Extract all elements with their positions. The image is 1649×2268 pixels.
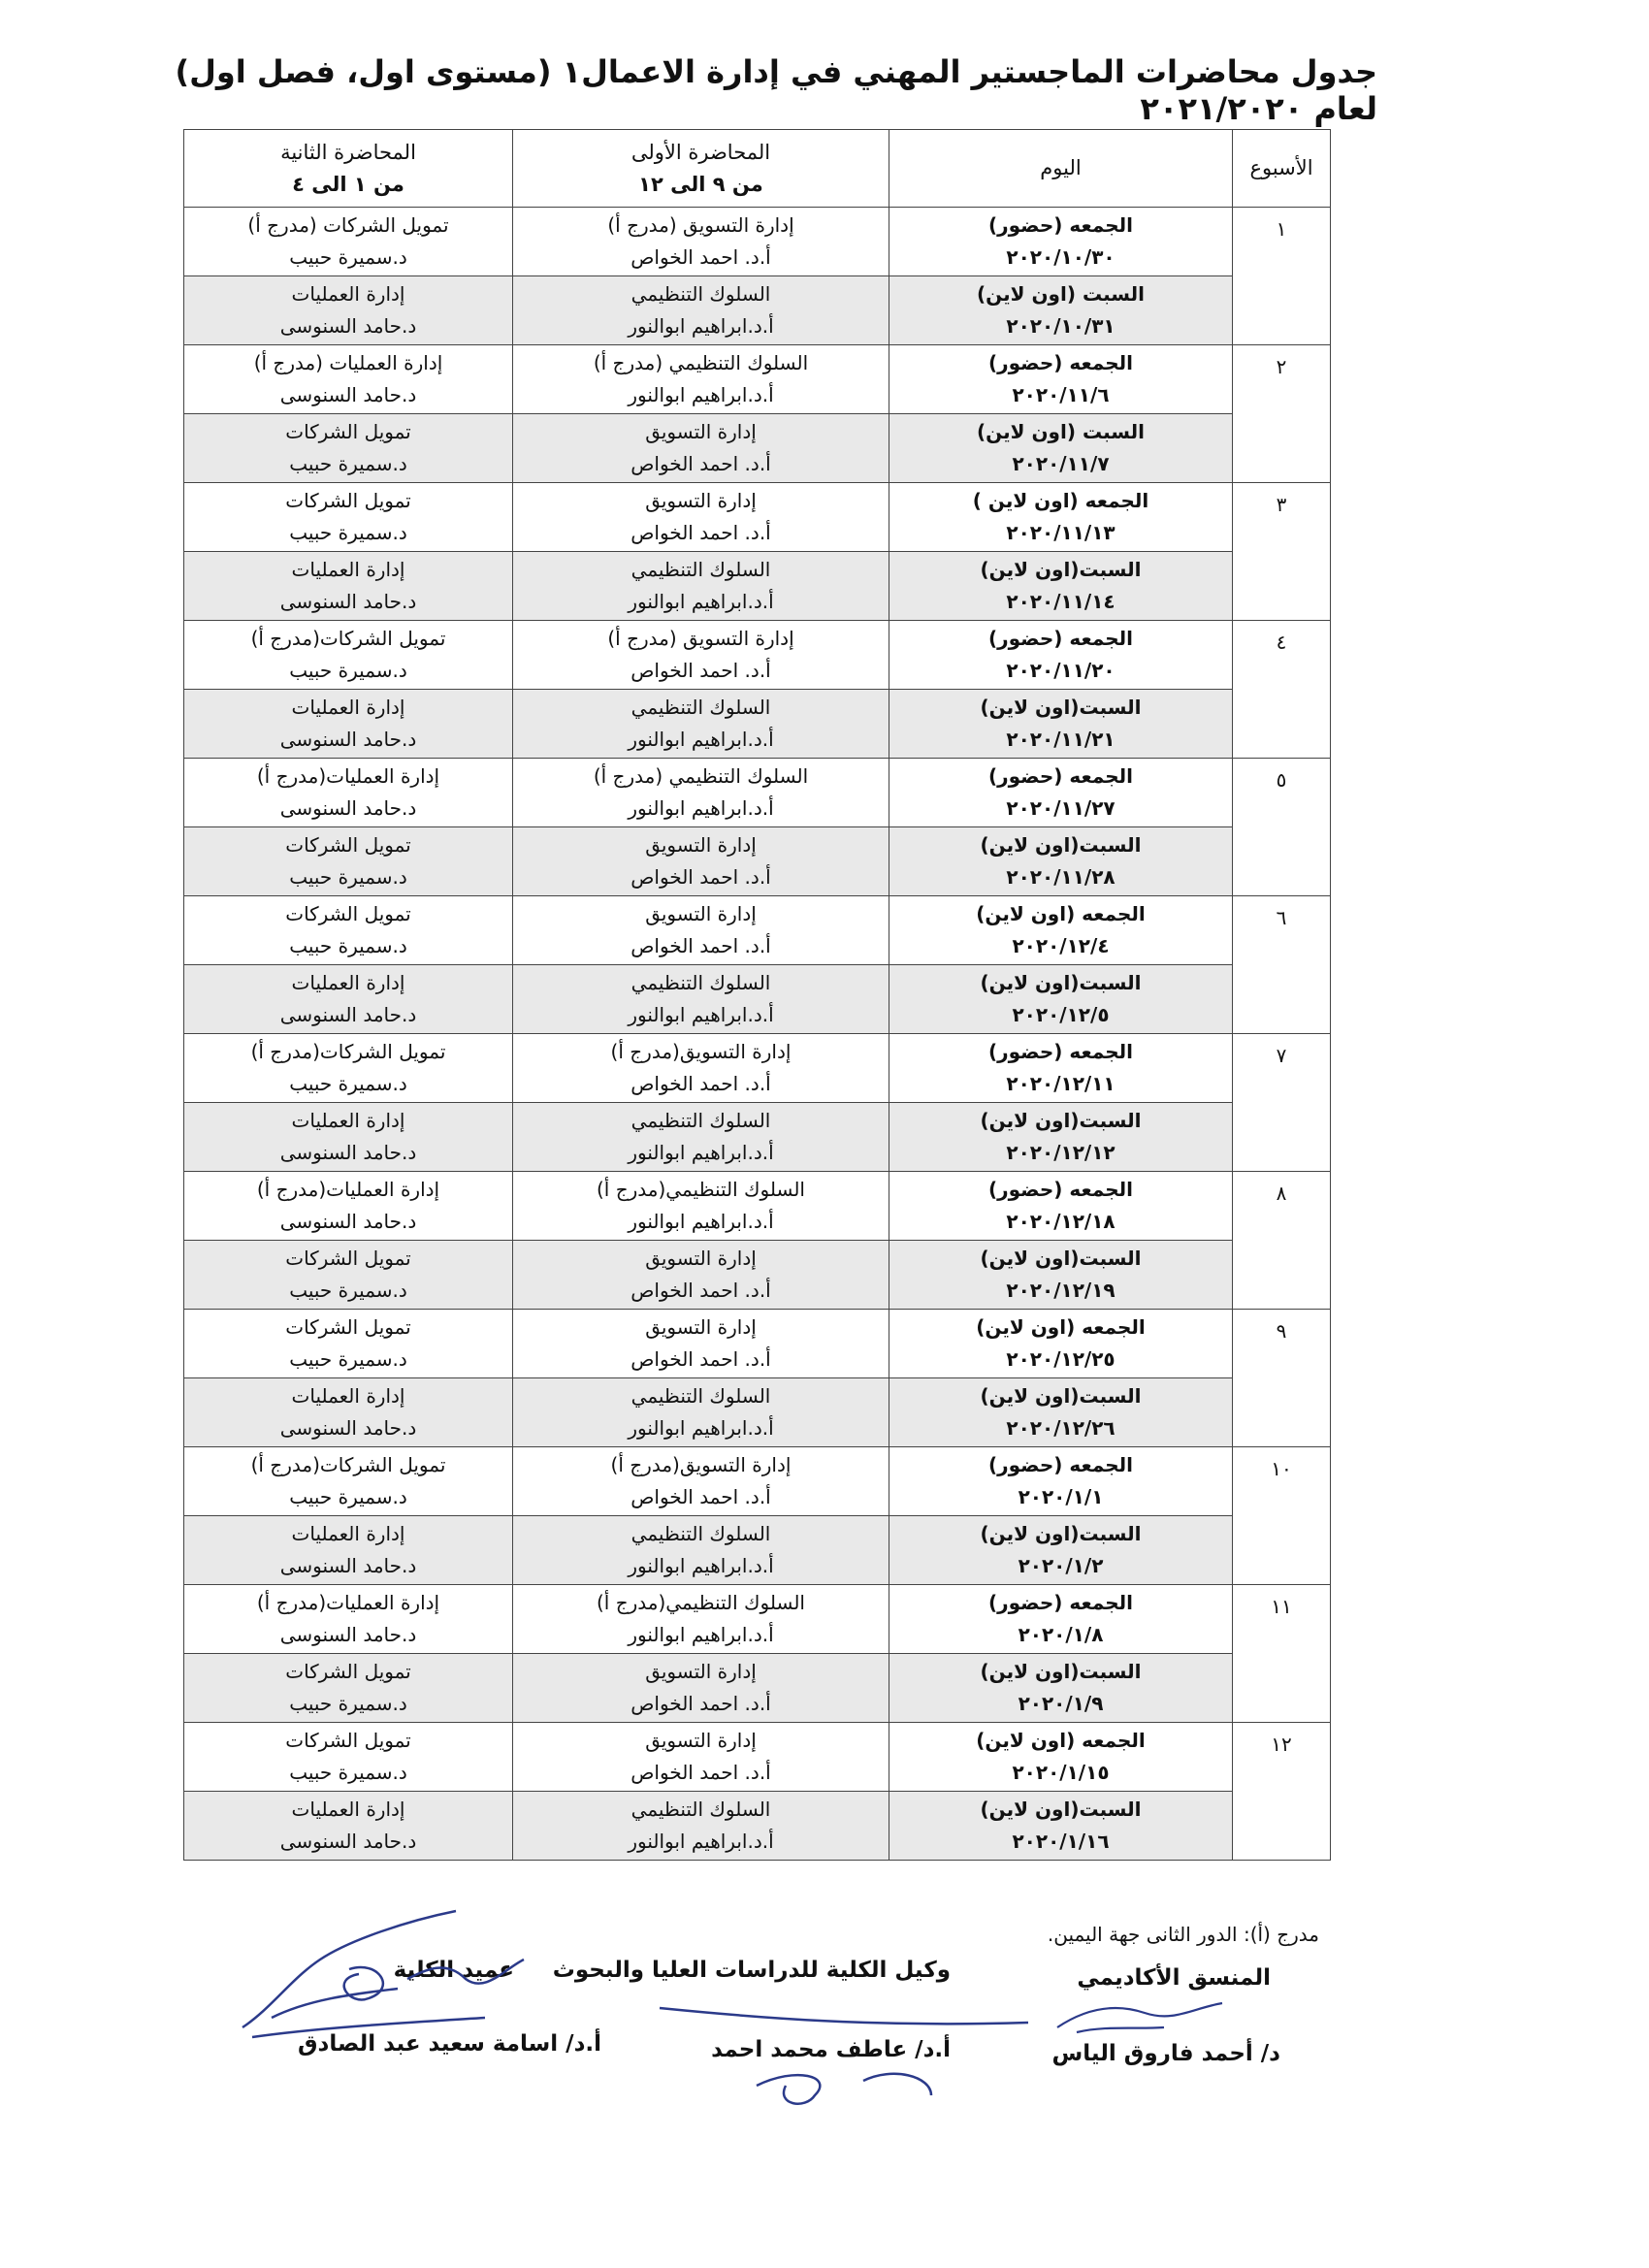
day-label: الجمعه (حضور) [987,1453,1134,1476]
vice-dean-signature [640,1989,1048,2124]
day-date: ٢٠٢٠/١٠/٣٠ [1006,245,1116,269]
lecturer-name: أ.د. احمد الخواص [630,1072,771,1095]
lecture-2-cell [184,1241,513,1310]
course-name: تمويل الشركات (مدرج أ) [247,213,449,237]
course-name: إدارة العمليات [291,1384,405,1408]
table-row [184,896,1331,965]
lecturer-name: د.سميرة حبيب [289,934,407,957]
table-row [184,690,1331,759]
day-label: السبت(اون لاين) [980,1798,1142,1821]
table-row [184,552,1331,621]
lecture-1-cell [513,1310,889,1378]
course-name: إدارة التسويق (مدرج أ) [607,213,794,237]
lecture-2-cell [184,345,513,414]
lecture-2-cell [184,1723,513,1792]
day-label: السبت(اون لاين) [980,1384,1142,1408]
lecture-2-cell [184,1103,513,1172]
table-row [184,1241,1331,1310]
course-name: إدارة العمليات [291,558,405,581]
course-name: السلوك التنظيمي [630,1109,771,1132]
day-cell [889,1654,1233,1723]
course-name: السلوك التنظيمي [630,1522,771,1545]
week-number: ١ [1233,208,1331,345]
day-date: ٢٠٢٠/١١/٦ [1012,383,1110,406]
course-name: تمويل الشركات [285,833,411,857]
day-cell [889,1378,1233,1447]
table-row [184,1447,1331,1516]
week-number: ٣ [1233,483,1331,621]
day-date: ٢٠٢٠/١٢/٥ [1012,1003,1110,1026]
day-cell [889,552,1233,621]
day-cell [889,1241,1233,1310]
table-row [184,621,1331,690]
course-name: السلوك التنظيمي [630,282,771,306]
lecturer-name: أ.د. احمد الخواص [630,452,771,475]
lecture-1-cell [513,552,889,621]
lecturer-name: د.حامد السنوسى [279,728,417,751]
lecturer-name: د.حامد السنوسى [279,1554,417,1577]
day-cell [889,621,1233,690]
lecture-1-cell [513,1103,889,1172]
lecture-2-cell [184,827,513,896]
lecturer-name: أ.د. احمد الخواص [630,1347,771,1371]
course-name: السلوك التنظيمي(مدرج أ) [597,1591,805,1614]
lecturer-name: د.حامد السنوسى [279,1003,417,1026]
lecturer-name: أ.د.ابراهيم ابوالنور [628,383,774,406]
day-date: ٢٠٢٠/١/٩ [1018,1692,1104,1715]
course-name: السلوك التنظيمي [630,971,771,994]
week-number: ٤ [1233,621,1331,759]
day-cell [889,827,1233,896]
lecturer-name: أ.د.ابراهيم ابوالنور [628,1623,774,1646]
vice-dean-name: أ.د/ عاطف محمد احمد [711,2037,951,2062]
header-day: اليوم [889,130,1233,208]
week-number: ١١ [1233,1585,1331,1723]
lecture-2-cell [184,1792,513,1861]
lecture-2-cell [184,1172,513,1241]
lecturer-name: أ.د. احمد الخواص [630,1279,771,1302]
day-cell [889,276,1233,345]
day-cell [889,208,1233,276]
day-label: الجمعه (حضور) [987,1040,1134,1063]
lecture-1-cell [513,1172,889,1241]
table-row [184,208,1331,276]
lecturer-name: أ.د. احمد الخواص [630,1692,771,1715]
table-row [184,1585,1331,1654]
course-name: السلوك التنظيمي (مدرج أ) [593,351,809,374]
day-label: الجمعه (حضور) [987,213,1134,237]
table-row [184,1792,1331,1861]
header-row [184,130,1331,208]
day-date: ٢٠٢٠/١١/٢٠ [1006,659,1116,682]
lecturer-name: أ.د. احمد الخواص [630,245,771,269]
day-date: ٢٠٢٠/١١/٢٨ [1006,865,1116,889]
day-date: ٢٠٢٠/١/١٥ [1012,1761,1110,1784]
course-name: إدارة العمليات(مدرج أ) [256,1591,440,1614]
lecturer-name: أ.د.ابراهيم ابوالنور [628,314,774,338]
day-date: ٢٠٢٠/١٢/١٢ [1006,1141,1116,1164]
course-name: تمويل الشركات(مدرج أ) [250,1040,446,1063]
table-row [184,827,1331,896]
lecturer-name: د.سميرة حبيب [289,865,407,889]
lecture-2-time: من ١ الى ٤ [292,172,404,196]
lecture-1-cell [513,1654,889,1723]
table-row [184,1723,1331,1792]
lecturer-name: أ.د. احمد الخواص [630,659,771,682]
week-number: ٦ [1233,896,1331,1034]
lecturer-name: د.حامد السنوسى [279,590,417,613]
day-label: الجمعه (حضور) [987,351,1134,374]
lecture-2-cell [184,759,513,827]
lecture-2-cell [184,1378,513,1447]
day-label: الجمعه (اون لاين) [976,1729,1146,1752]
lecture-2-cell [184,552,513,621]
day-cell [889,690,1233,759]
table-row [184,1654,1331,1723]
course-name: تمويل الشركات(مدرج أ) [250,1453,446,1476]
day-date: ٢٠٢٠/١٢/١١ [1006,1072,1116,1095]
lecture-2-cell [184,208,513,276]
lecturer-name: أ.د.ابراهيم ابوالنور [628,1210,774,1233]
lecture-1-cell [513,965,889,1034]
day-label: السبت(اون لاين) [980,1660,1142,1683]
course-name: إدارة التسويق [645,489,757,512]
lecture-2-cell [184,690,513,759]
lecturer-name: د.حامد السنوسى [279,1623,417,1646]
page-title: جدول محاضرات الماجستير المهني في إدارة الاعمال١ (مستوى اول، فصل اول) لعام ٢٠٢١/٢٠٢٠ [175,53,1377,127]
day-label: السبت(اون لاين) [980,558,1142,581]
day-date: ٢٠٢٠/١١/١٣ [1006,521,1116,544]
day-label: الجمعه (حضور) [987,1591,1134,1614]
day-cell [889,345,1233,414]
lecture-2-cell [184,621,513,690]
footnote: مدرج (أ): الدور الثانى جهة اليمين. [1047,1923,1319,1946]
lecturer-name: د.حامد السنوسى [279,1141,417,1164]
lecturer-name: د.سميرة حبيب [289,1279,407,1302]
dean-name: أ.د/ اسامة سعيد عبد الصادق [297,2031,601,2057]
lecturer-name: د.سميرة حبيب [289,1347,407,1371]
lecturer-name: د.سميرة حبيب [289,521,407,544]
day-cell [889,1034,1233,1103]
day-date: ٢٠٢٠/١١/٧ [1012,452,1110,475]
week-number: ٢ [1233,345,1331,483]
course-name: إدارة العمليات(مدرج أ) [256,1178,440,1201]
lecturer-name: أ.د.ابراهيم ابوالنور [628,728,774,751]
table-row [184,345,1331,414]
course-name: إدارة العمليات [291,1522,405,1545]
day-label: السبت(اون لاين) [980,1522,1142,1545]
lecturer-name: د.سميرة حبيب [289,245,407,269]
table-row [184,276,1331,345]
day-date: ٢٠٢٠/١٢/٢٦ [1006,1416,1116,1440]
day-label: السبت(اون لاين) [980,696,1142,719]
week-number: ٩ [1233,1310,1331,1447]
course-name: إدارة العمليات(مدرج أ) [256,764,440,788]
lecture-1-cell [513,1516,889,1585]
lecture-2-cell [184,414,513,483]
lecturer-name: أ.د. احمد الخواص [630,865,771,889]
course-name: إدارة التسويق(مدرج أ) [610,1040,792,1063]
course-name: إدارة العمليات [291,282,405,306]
week-number: ١٢ [1233,1723,1331,1861]
course-name: إدارة التسويق [645,833,757,857]
lecturer-name: د.حامد السنوسى [279,1416,417,1440]
lecture-2-cell [184,1447,513,1516]
course-name: السلوك التنظيمي [630,696,771,719]
lecture-2-cell [184,896,513,965]
lecture-1-cell [513,896,889,965]
lecture-1-title: المحاضرة الأولى [630,140,771,164]
course-name: تمويل الشركات [285,489,411,512]
week-number: ١٠ [1233,1447,1331,1585]
course-name: تمويل الشركات [285,1247,411,1270]
lecture-2-cell [184,1034,513,1103]
day-date: ٢٠٢٠/١/١ [1018,1485,1104,1508]
course-name: إدارة العمليات [291,1109,405,1132]
lecture-1-cell [513,1585,889,1654]
table-row [184,965,1331,1034]
day-label: السبت (اون لاين) [976,420,1146,443]
lecture-1-cell [513,621,889,690]
table-row [184,1378,1331,1447]
header-lecture-2 [184,130,513,208]
course-name: تمويل الشركات [285,1660,411,1683]
lecturer-name: أ.د.ابراهيم ابوالنور [628,1141,774,1164]
day-cell [889,1723,1233,1792]
table-row [184,414,1331,483]
lecture-1-cell [513,345,889,414]
lecturer-name: د.سميرة حبيب [289,1761,407,1784]
lecture-1-cell [513,827,889,896]
course-name: إدارة التسويق [645,1247,757,1270]
lecture-2-cell [184,1585,513,1654]
schedule-table [183,129,1331,1861]
schedule-body [184,208,1331,1861]
lecturer-name: أ.د.ابراهيم ابوالنور [628,1003,774,1026]
dean-title: عميد الكلية [393,1958,514,1983]
table-row [184,759,1331,827]
lecturer-name: د.سميرة حبيب [289,1072,407,1095]
course-name: تمويل الشركات [285,902,411,925]
dean-signature [233,1901,601,2057]
lecturer-name: د.سميرة حبيب [289,1485,407,1508]
lecturer-name: أ.د. احمد الخواص [630,521,771,544]
day-date: ٢٠٢٠/١٢/١٨ [1006,1210,1116,1233]
course-name: تمويل الشركات(مدرج أ) [250,627,446,650]
day-date: ٢٠٢٠/١١/١٤ [1006,590,1116,613]
course-name: إدارة التسويق (مدرج أ) [607,627,794,650]
lecture-1-cell [513,1378,889,1447]
coordinator-signature [1048,1989,1242,2047]
course-name: السلوك التنظيمي [630,1384,771,1408]
lecturer-name: أ.د. احمد الخواص [630,1485,771,1508]
lecturer-name: د.حامد السنوسى [279,383,417,406]
day-cell [889,965,1233,1034]
day-label: السبت (اون لاين) [976,282,1146,306]
course-name: السلوك التنظيمي [630,558,771,581]
lecture-2-cell [184,1310,513,1378]
day-cell [889,759,1233,827]
course-name: تمويل الشركات [285,1729,411,1752]
lecture-2-cell [184,483,513,552]
day-cell [889,1585,1233,1654]
day-label: الجمعه (اون لاين ) [972,489,1149,512]
lecture-1-cell [513,759,889,827]
lecture-1-cell [513,1034,889,1103]
course-name: إدارة التسويق [645,1660,757,1683]
lecturer-name: أ.د.ابراهيم ابوالنور [628,1554,774,1577]
lecture-1-time: من ٩ الى ١٢ [638,172,763,196]
lecture-1-cell [513,276,889,345]
day-date: ٢٠٢٠/١/٨ [1018,1623,1104,1646]
lecturer-name: د.حامد السنوسى [279,796,417,820]
lecturer-name: أ.د.ابراهيم ابوالنور [628,796,774,820]
lecturer-name: د.حامد السنوسى [279,1830,417,1853]
course-name: إدارة العمليات [291,696,405,719]
table-row [184,1172,1331,1241]
course-name: تمويل الشركات [285,1315,411,1339]
lecture-1-cell [513,690,889,759]
course-name: إدارة التسويق [645,1729,757,1752]
lecture-2-cell [184,1654,513,1723]
week-number: ٧ [1233,1034,1331,1172]
lecture-2-cell [184,965,513,1034]
coordinator-title: المنسق الأكاديمي [1077,1965,1271,1991]
day-cell [889,1792,1233,1861]
lecturer-name: أ.د.ابراهيم ابوالنور [628,590,774,613]
day-date: ٢٠٢٠/١/١٦ [1012,1830,1110,1853]
day-label: الجمعه (حضور) [987,764,1134,788]
lecture-1-cell [513,208,889,276]
course-name: إدارة التسويق [645,902,757,925]
course-name: السلوك التنظيمي(مدرج أ) [597,1178,805,1201]
day-date: ٢٠٢٠/١٠/٣١ [1006,314,1116,338]
lecturer-name: أ.د.ابراهيم ابوالنور [628,1830,774,1853]
day-date: ٢٠٢٠/١٢/٢٥ [1006,1347,1116,1371]
course-name: السلوك التنظيمي (مدرج أ) [593,764,809,788]
day-cell [889,414,1233,483]
lecture-1-cell [513,1241,889,1310]
lecture-1-cell [513,414,889,483]
course-name: إدارة التسويق [645,420,757,443]
week-number: ٨ [1233,1172,1331,1310]
day-label: السبت(اون لاين) [980,971,1142,994]
day-date: ٢٠٢٠/١٢/٤ [1012,934,1110,957]
lecture-2-cell [184,276,513,345]
table-row [184,483,1331,552]
lecturer-name: د.حامد السنوسى [279,314,417,338]
day-label: الجمعه (حضور) [987,627,1134,650]
day-label: السبت(اون لاين) [980,1109,1142,1132]
lecture-2-title: المحاضرة الثانية [280,140,416,164]
day-cell [889,1447,1233,1516]
day-cell [889,483,1233,552]
day-label: الجمعه (اون لاين) [976,902,1146,925]
table-row [184,1516,1331,1585]
course-name: إدارة العمليات (مدرج أ) [253,351,443,374]
table-row [184,1103,1331,1172]
day-date: ٢٠٢٠/١/٢ [1018,1554,1104,1577]
lecturer-name: د.حامد السنوسى [279,1210,417,1233]
course-name: السلوك التنظيمي [630,1798,771,1821]
lecturer-name: أ.د. احمد الخواص [630,1761,771,1784]
day-date: ٢٠٢٠/١١/٢٧ [1006,796,1116,820]
lecture-1-cell [513,483,889,552]
lecturer-name: أ.د. احمد الخواص [630,934,771,957]
course-name: إدارة العمليات [291,971,405,994]
day-cell [889,1516,1233,1585]
lecturer-name: أ.د.ابراهيم ابوالنور [628,1416,774,1440]
vice-dean-title: وكيل الكلية للدراسات العليا والبحوث [552,1958,951,1983]
course-name: إدارة التسويق [645,1315,757,1339]
day-label: الجمعه (حضور) [987,1178,1134,1201]
lecturer-name: د.سميرة حبيب [289,1692,407,1715]
lecture-2-cell [184,1516,513,1585]
day-date: ٢٠٢٠/١١/٢١ [1006,728,1116,751]
day-label: الجمعه (اون لاين) [976,1315,1146,1339]
day-cell [889,1310,1233,1378]
day-cell [889,1103,1233,1172]
lecturer-name: د.سميرة حبيب [289,452,407,475]
table-row [184,1310,1331,1378]
course-name: تمويل الشركات [285,420,411,443]
lecture-1-cell [513,1723,889,1792]
day-cell [889,1172,1233,1241]
header-week: الأسبوع [1233,130,1331,208]
header-lecture-1 [513,130,889,208]
week-number: ٥ [1233,759,1331,896]
day-date: ٢٠٢٠/١٢/١٩ [1006,1279,1116,1302]
lecturer-name: د.سميرة حبيب [289,659,407,682]
course-name: إدارة التسويق(مدرج أ) [610,1453,792,1476]
day-cell [889,896,1233,965]
day-label: السبت(اون لاين) [980,1247,1142,1270]
coordinator-name: د/ أحمد فاروق الياس [1051,2041,1280,2066]
day-label: السبت(اون لاين) [980,833,1142,857]
lecture-1-cell [513,1447,889,1516]
lecture-1-cell [513,1792,889,1861]
table-row [184,1034,1331,1103]
course-name: إدارة العمليات [291,1798,405,1821]
